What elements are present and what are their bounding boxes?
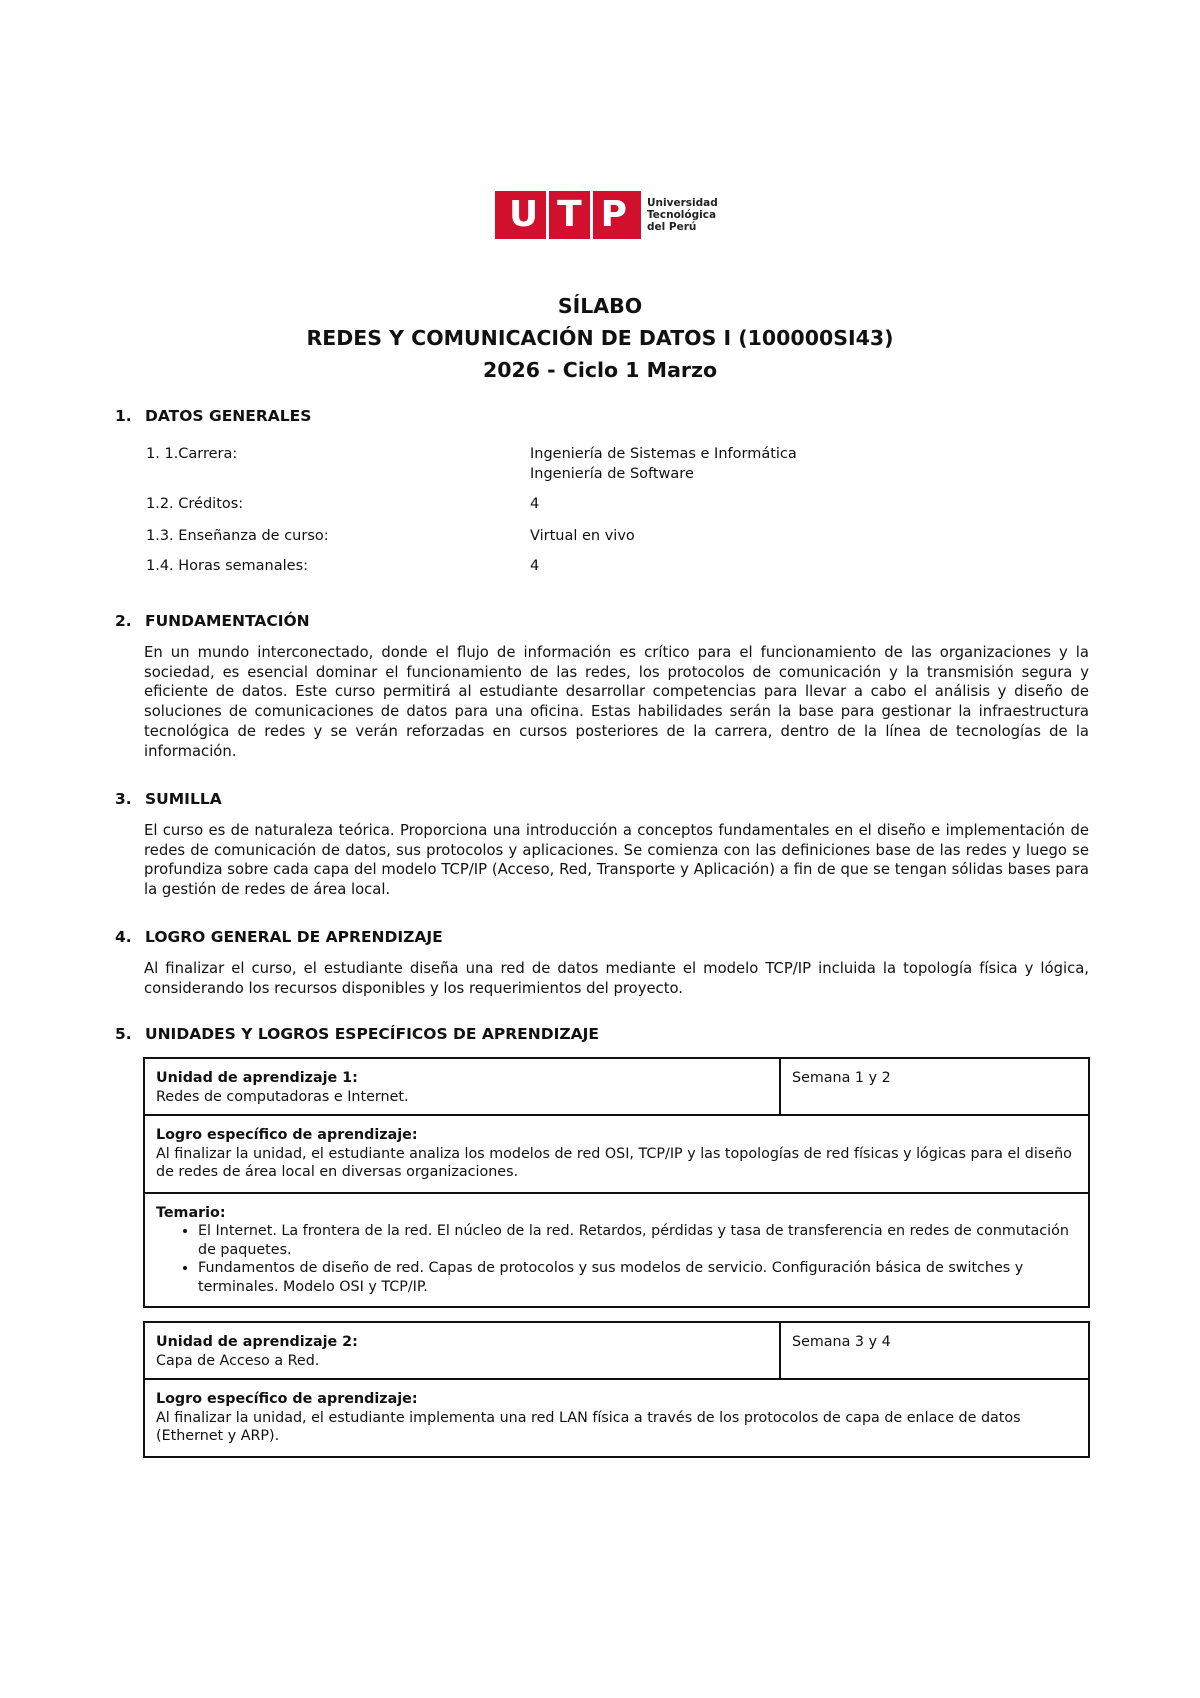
section-number: 3. [115, 790, 132, 808]
unit-title-cell [145, 1059, 779, 1114]
logro-label: Logro específico de aprendizaje: [156, 1127, 418, 1143]
logo-letter-u: U [508, 194, 539, 235]
unit-table-2 [143, 1321, 1090, 1458]
temario-label: Temario: [156, 1204, 226, 1221]
logo-mark [495, 191, 641, 239]
sumilla-text: El curso es de naturaleza teórica. Proporciona una introducción a conceptos fundamentales en el diseño e implementación de redes de comunicación de datos, sus protocolos y aplicaciones. Se comienza con las definiciones base de las redes y luego se profundiza sobre cada capa del modelo TCP/IP (Acceso, Red, Transporte y Aplicación) a fin de que se tengan sólidas bases para la gestión de redes de área local. [144, 822, 1089, 899]
section-number: 2. [115, 612, 132, 630]
unit-weeks: Semana 3 y 4 [779, 1323, 1088, 1378]
logro-text: Al finalizar la unidad, el estudiante analiza los modelos de red OSI, TCP/IP y las topologías de red físicas y lógicas para el diseño de redes de área local en diversas organizaciones. [156, 1145, 1072, 1180]
title-cycle: 2026 - Ciclo 1 Marzo [482, 358, 718, 382]
section-heading-2 [115, 612, 310, 630]
logo-text-line: del Perú [647, 221, 697, 233]
list-item: • Fundamentos de diseño de red. Capas de protocolos y sus modelos de servicio. Configuración básica de switches y terminales. Modelo OSI y TCP/IP. [198, 1259, 1077, 1296]
datos-label-carrera: 1. 1.Carrera: [146, 446, 238, 462]
logro-text: Al finalizar la unidad, el estudiante implementa una red LAN física a través de los protocolos de capa de enlace de datos (Ethernet y ARP). [156, 1409, 1021, 1444]
unit-name: Redes de computadoras e Internet. [156, 1088, 409, 1105]
datos-label-creditos: 1.2. Créditos: [146, 496, 244, 512]
section-title: FUNDAMENTACIÓN [145, 612, 310, 630]
section-number: 5. [115, 1025, 132, 1043]
logo-letter-p: P [600, 194, 627, 235]
unit-logro-block [145, 1116, 1088, 1192]
datos-value-carrera-1: Ingeniería de Sistemas e Informática [530, 446, 797, 462]
datos-value-creditos: 4 [530, 496, 540, 512]
section-title: LOGRO GENERAL DE APRENDIZAJE [145, 928, 443, 946]
document-title [0, 290, 1200, 386]
section-title: SUMILLA [145, 790, 222, 808]
unit-temario-block [145, 1192, 1088, 1307]
unit-table-1 [143, 1057, 1090, 1308]
unit-name: Capa de Acceso a Red. [156, 1352, 320, 1369]
section-heading-1 [115, 407, 311, 425]
fundamentacion-text: En un mundo interconectado, donde el flujo de información es crítico para el funcionamiento de las organizaciones y la sociedad, es esencial dominar el funcionamiento de las redes, los protocolos de comunicación y la transmisión segura y eficiente de datos. Este curso permitirá al estudiante desarrollar competencias para llevar a cabo el análisis y diseño de soluciones de comunicaciones de datos para una oficina. Estas habilidades serán la base para gestionar la infraestructura tecnológica de redes y se verán reforzadas en cursos posteriores de la carrera, dentro de la línea de tecnologías de la información. [144, 644, 1089, 760]
unit-label: Unidad de aprendizaje 2: [156, 1334, 358, 1350]
title-silabo: SÍLABO [557, 294, 643, 318]
datos-label-ensenanza: 1.3. Enseñanza de curso: [146, 528, 329, 544]
section-title: UNIDADES Y LOGROS ESPECÍFICOS DE APRENDIZAJE [145, 1025, 599, 1043]
list-item: • El Internet. La frontera de la red. El núcleo de la red. Retardos, pérdidas y tasa de transferencia en redes de conmutación de paquetes. [198, 1222, 1077, 1259]
datos-value-horas: 4 [530, 558, 540, 574]
section-number: 1. [115, 407, 132, 425]
unit-header-row [145, 1323, 1088, 1380]
section-heading-3 [115, 790, 222, 808]
unit-title-cell [145, 1323, 779, 1378]
unit-weeks: Semana 1 y 2 [779, 1059, 1088, 1114]
section-title: DATOS GENERALES [145, 407, 312, 425]
unit-header-row [145, 1059, 1088, 1116]
unit-label: Unidad de aprendizaje 1: [156, 1070, 358, 1086]
datos-value-ensenanza: Virtual en vivo [530, 528, 635, 544]
datos-value-carrera-2: Ingeniería de Software [530, 466, 694, 482]
temario-list [156, 1222, 1077, 1296]
section-number: 4. [115, 928, 132, 946]
datos-label-horas: 1.4. Horas semanales: [146, 558, 309, 574]
logo-letter-t: T [557, 194, 582, 235]
logro-general-text: Al finalizar el curso, el estudiante diseña una red de datos mediante el modelo TCP/IP incluida la topología física y lógica, considerando los recursos disponibles y los requerimientos del proyecto. [144, 960, 1089, 997]
section-heading-4 [115, 928, 443, 946]
logo-text-line: Universidad [647, 197, 718, 209]
logo-wordmark [647, 197, 718, 233]
section-heading-5 [115, 1025, 599, 1043]
logro-label: Logro específico de aprendizaje: [156, 1391, 418, 1407]
logo-text-line: Tecnológica [647, 209, 717, 221]
logo-separator [546, 191, 549, 239]
unit-logro-block [145, 1380, 1088, 1456]
logo-separator [590, 191, 593, 239]
utp-logo [495, 191, 718, 239]
title-course: REDES Y COMUNICACIÓN DE DATOS I (100000SI43) [306, 326, 894, 350]
